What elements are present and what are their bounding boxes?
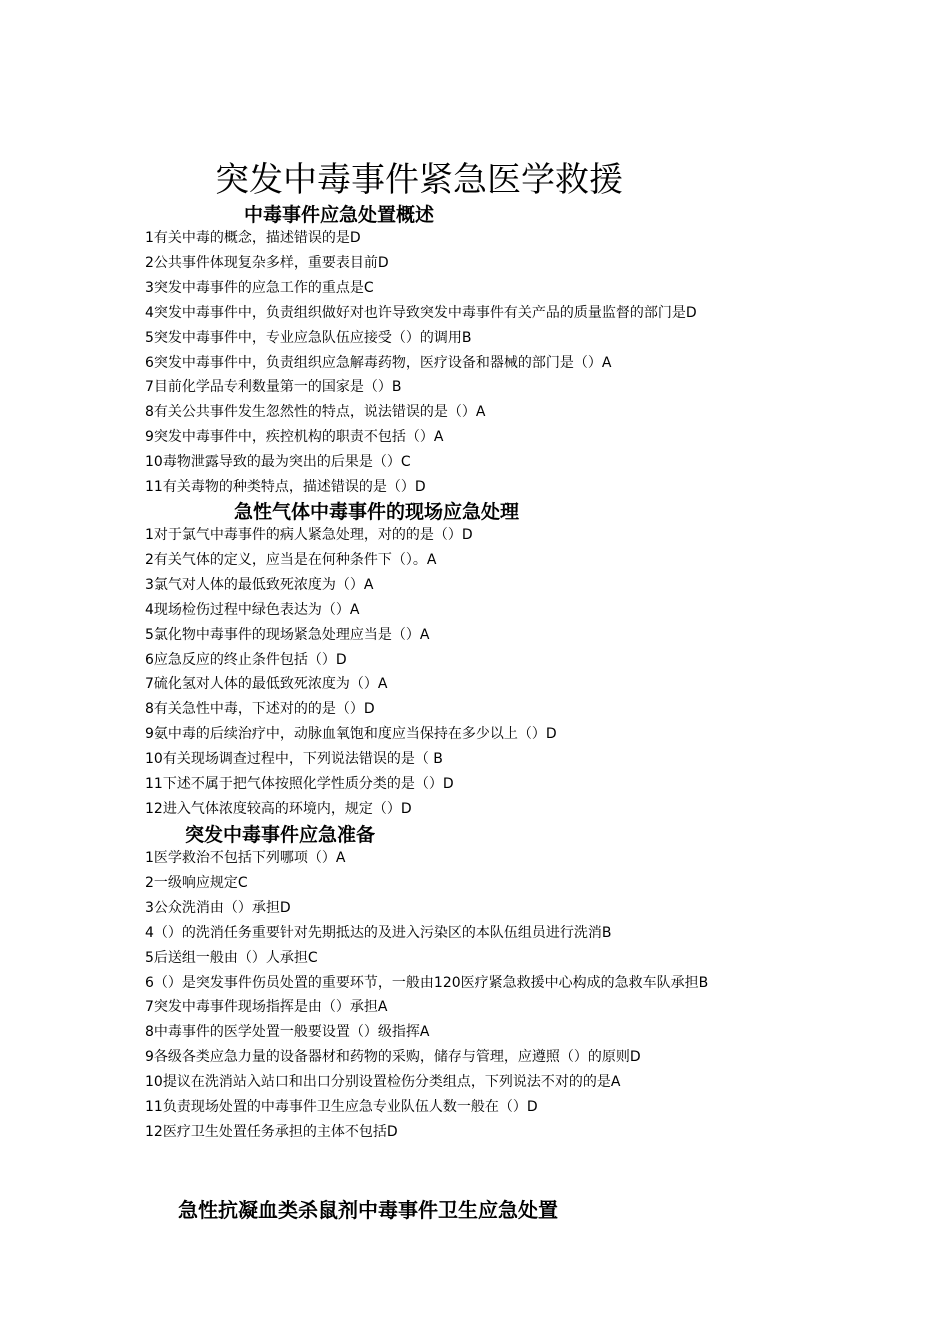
question-list-preparedness — [145, 846, 817, 1145]
list-item: 8中毒事件的医学处置一般要设置（）级指挥A — [145, 1024, 430, 1041]
list-item: 6突发中毒事件中，负责组织应急解毒药物，医疗设备和器械的部门是（）A — [145, 354, 612, 371]
list-item: 6应急反应的终止条件包括（）D — [145, 651, 347, 668]
list-item: 7突发中毒事件现场指挥是由（）承担A — [145, 999, 388, 1016]
list-item: 12医疗卫生处置任务承担的主体不包括D — [145, 1123, 398, 1140]
list-item: 10有关现场调查过程中，下列说法错误的是（ B — [145, 751, 443, 768]
list-item: 8有关急性中毒，下述对的的是（）D — [145, 701, 375, 718]
list-item: 7目前化学品专利数量第一的国家是（）B — [145, 379, 402, 396]
section-heading-overview: 中毒事件应急处置概述 — [244, 204, 435, 226]
list-item: 1医学救治不包括下列哪项（）A — [145, 850, 346, 866]
list-item: 11有关毒物的种类特点，描述错误的是（）D — [145, 479, 426, 496]
list-item: 3公众洗消由（）承担D — [145, 899, 291, 916]
section-heading-anticoagulant-rodenticide: 急性抗凝血类杀鼠剂中毒事件卫生应急处置 — [178, 1198, 558, 1222]
list-item: 4（）的洗消任务重要针对先期抵达的及进入污染区的本队伍组员进行洗消B — [145, 924, 612, 941]
list-item: 5氯化物中毒事件的现场紧急处理应当是（）A — [145, 626, 430, 643]
question-list-overview — [145, 226, 697, 500]
list-item: 2一级响应规定C — [145, 874, 248, 891]
list-item: 10毒物泄露导致的最为突出的后果是（）C — [145, 454, 411, 471]
list-item: 9突发中毒事件中，疾控机构的职责不包括（）A — [145, 429, 444, 446]
list-item: 3氯气对人体的最低致死浓度为（）A — [145, 576, 374, 593]
list-item: 2公共事件体现复杂多样，重要表目前D — [145, 254, 389, 271]
list-item: 7硫化氢对人体的最低致死浓度为（）A — [145, 676, 388, 693]
list-item: 10提议在洗消站入站口和出口分别设置检伤分类组点，下列说法不对的的是A — [145, 1074, 621, 1091]
list-item: 8有关公共事件发生忽然性的特点，说法错误的是（）A — [145, 404, 486, 421]
list-item: 11负责现场处置的中毒事件卫生应急专业队伍人数一般在（）D — [145, 1099, 538, 1116]
list-item: 2有关气体的定义，应当是在何种条件下（）。A — [145, 551, 437, 568]
section-heading-preparedness: 突发中毒事件应急准备 — [185, 824, 376, 846]
list-item: 12进入气体浓度较高的环境内，规定（）D — [145, 800, 412, 817]
list-item: 6（）是突发事件伤员处置的重要环节，一般由120医疗紧急救援中心构成的急救车队承担B — [145, 974, 709, 991]
list-item: 5突发中毒事件中，专业应急队伍应接受（）的调用B — [145, 329, 472, 346]
question-list-acute-gas — [145, 523, 557, 822]
list-item: 3突发中毒事件的应急工作的重点是C — [145, 279, 374, 296]
list-item: 9氨中毒的后续治疗中，动脉血氧饱和度应当保持在多少以上（）D — [145, 726, 557, 743]
list-item: 1对于氯气中毒事件的病人紧急处理，对的的是（）D — [145, 527, 473, 543]
list-item: 9各级各类应急力量的设备器材和药物的采购，储存与管理，应遵照（）的原则D — [145, 1049, 641, 1066]
list-item: 5后送组一般由（）人承担C — [145, 949, 318, 966]
section-heading-acute-gas: 急性气体中毒事件的现场应急处理 — [234, 501, 520, 523]
list-item: 4突发中毒事件中，负责组织做好对也许导致突发中毒事件有关产品的质量监督的部门是D — [145, 304, 697, 321]
list-item: 11下述不属于把气体按照化学性质分类的是（）D — [145, 776, 454, 793]
list-item: 4现场检伤过程中绿色表达为（）A — [145, 601, 360, 618]
list-item: 1有关中毒的概念，描述错误的是D — [145, 230, 361, 246]
document-title: 突发中毒事件紧急医学救援 — [215, 160, 623, 200]
